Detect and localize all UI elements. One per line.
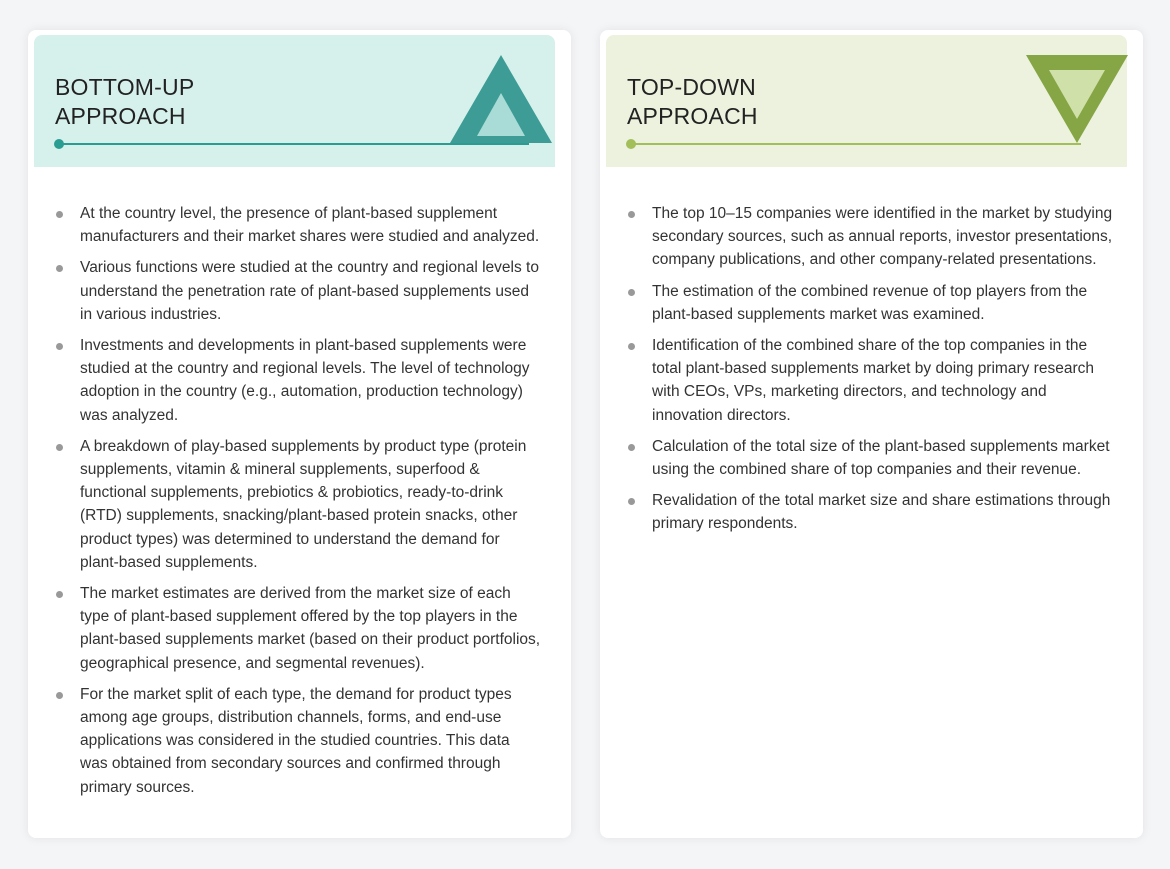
top-down-card <box>600 30 1143 838</box>
list-item: Calculation of the total size of the plant-based supplements market using the combined share of top companies and their revenue. <box>652 435 1113 481</box>
bottom-up-title <box>55 73 194 131</box>
title-line: BOTTOM-UP <box>55 74 195 100</box>
divider-dot <box>626 139 636 149</box>
title-line: APPROACH <box>627 103 758 129</box>
list-item: The top 10–15 companies were identified in the market by studying secondary sources, such as annual reports, investor presentations, company publications, and other company-related presentations. <box>652 202 1113 272</box>
list-item: For the market split of each type, the demand for product types among age groups, distribution channels, forms, and end-use applications was considered in the studied countries. This data was obtained from secondary sources and confirmed through primary sources. <box>80 683 541 799</box>
title-line: TOP-DOWN <box>627 74 756 100</box>
list-item: Identification of the combined share of the top companies in the total plant-based supplements market by doing primary research with CEOs, VPs, marketing directors, and technology and innovation directors. <box>652 334 1113 427</box>
list-item: A breakdown of play-based supplements by product type (protein supplements, vitamin & mineral supplements, superfood & functional supplements, prebiotics & probiotics, ready-to-drink (RTD) supplements, snacking/plant-based protein snacks, other product types) was determined to understand the demand for plant-based supplements. <box>80 435 541 574</box>
title-line: APPROACH <box>55 103 186 129</box>
triangle-down-icon <box>1024 53 1130 145</box>
list-item: Revalidation of the total market size and share estimations through primary respondents. <box>652 489 1113 535</box>
bottom-up-header <box>34 35 555 167</box>
header-divider <box>631 143 1081 145</box>
list-item: The estimation of the combined revenue of top players from the plant-based supplements market was examined. <box>652 280 1113 326</box>
top-down-title <box>627 73 758 131</box>
list-item: At the country level, the presence of plant-based supplement manufacturers and their market shares were studied and analyzed. <box>80 202 541 248</box>
list-item: Investments and developments in plant-based supplements were studied at the country and regional levels. The level of technology adoption in the country (e.g., automation, production technology) was analyzed. <box>80 334 541 427</box>
divider-dot <box>54 139 64 149</box>
top-down-list <box>600 202 1143 544</box>
top-down-header <box>606 35 1127 167</box>
bottom-up-list <box>28 202 571 807</box>
bottom-up-card <box>28 30 571 838</box>
list-item: The market estimates are derived from the market size of each type of plant-based supplement offered by the top players in the plant-based supplements market (based on their product portfolios, geographical presence, and segmental revenues). <box>80 582 541 675</box>
list-item: Various functions were studied at the country and regional levels to understand the penetration rate of plant-based supplements used in various industries. <box>80 256 541 326</box>
triangle-up-icon <box>448 53 554 145</box>
